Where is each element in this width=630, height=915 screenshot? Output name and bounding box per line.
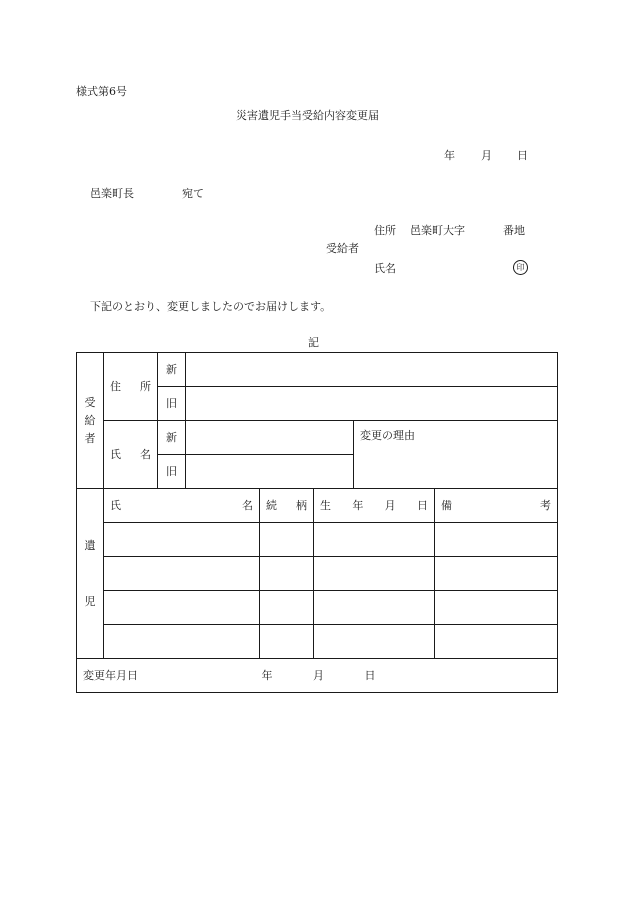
table-row — [77, 421, 558, 455]
col-header-name: 氏 名 — [104, 489, 260, 523]
change-reason-cell[interactable] — [354, 421, 558, 489]
orphan-row — [77, 557, 558, 591]
col-header-birthdate: 生 年 月 日 — [314, 489, 435, 523]
orphan-birthdate-field[interactable] — [314, 523, 435, 557]
table-row — [77, 489, 558, 523]
address-new-label: 新 — [158, 353, 186, 387]
orphan-row — [77, 591, 558, 625]
orphan-name-field[interactable] — [104, 557, 260, 591]
orphan-birthdate-field[interactable] — [314, 557, 435, 591]
name-old-field[interactable] — [186, 455, 354, 489]
orphan-name-field[interactable] — [104, 625, 260, 659]
change-date-label: 変更年月日 — [83, 668, 138, 682]
orphan-relation-field[interactable] — [260, 523, 314, 557]
address-suffix: 番地 — [503, 224, 525, 237]
change-date-cell[interactable] — [77, 659, 558, 693]
orphan-relation-field[interactable] — [260, 557, 314, 591]
name-label-cell — [104, 421, 158, 489]
orphan-label-cell — [77, 489, 104, 659]
col-header-relation: 続 柄 — [260, 489, 314, 523]
recipient-role-label: 受給者 — [326, 242, 359, 255]
change-date-month: 月 — [313, 668, 324, 682]
table-row — [77, 353, 558, 387]
recipient-label: 受 給 者 — [84, 395, 96, 445]
address-old-label: 旧 — [158, 387, 186, 421]
form-number: 様式第6号 — [76, 85, 127, 98]
orphan-name-field[interactable] — [104, 523, 260, 557]
orphan-notes-field[interactable] — [435, 591, 558, 625]
name-row-label: 氏 名 — [110, 447, 151, 461]
intro-text: 下記のとおり、変更しましたのでお届けします。 — [90, 300, 332, 313]
change-date-year: 年 — [261, 668, 273, 682]
orphan-birthdate-field[interactable] — [314, 625, 435, 659]
orphan-birthdate-field[interactable] — [314, 591, 435, 625]
address-value: 邑楽町大字 — [410, 224, 465, 237]
name-label: 氏名 — [374, 262, 396, 275]
addressee-suffix: 宛て — [182, 187, 204, 200]
date-year: 年 — [444, 149, 455, 162]
ki-heading: 記 — [308, 336, 319, 349]
document-title: 災害遺児手当受給内容変更届 — [236, 109, 379, 122]
orphan-notes-field[interactable] — [435, 625, 558, 659]
orphan-notes-field[interactable] — [435, 523, 558, 557]
seal-mark: 印 — [513, 260, 528, 275]
name-old-label: 旧 — [158, 455, 186, 489]
form-table — [76, 352, 558, 693]
address-row-label: 住 所 — [110, 379, 151, 393]
name-new-label: 新 — [158, 421, 186, 455]
orphan-label: 遺 児 — [84, 538, 96, 608]
orphan-row — [77, 625, 558, 659]
orphan-notes-field[interactable] — [435, 557, 558, 591]
date-month: 月 — [481, 149, 492, 162]
change-date-row — [77, 659, 558, 693]
orphan-relation-field[interactable] — [260, 591, 314, 625]
orphan-row — [77, 523, 558, 557]
address-new-field[interactable] — [186, 353, 558, 387]
address-label-cell — [104, 353, 158, 421]
change-date-day: 日 — [364, 668, 376, 682]
col-header-notes: 備 考 — [435, 489, 558, 523]
name-new-field[interactable] — [186, 421, 354, 455]
orphan-name-field[interactable] — [104, 591, 260, 625]
address-old-field[interactable] — [186, 387, 558, 421]
date-day: 日 — [517, 149, 528, 162]
orphan-relation-field[interactable] — [260, 625, 314, 659]
recipient-label-cell — [77, 353, 104, 489]
change-reason-label: 変更の理由 — [360, 429, 415, 442]
addressee-name: 邑楽町長 — [90, 187, 134, 200]
address-label: 住所 — [374, 224, 396, 237]
